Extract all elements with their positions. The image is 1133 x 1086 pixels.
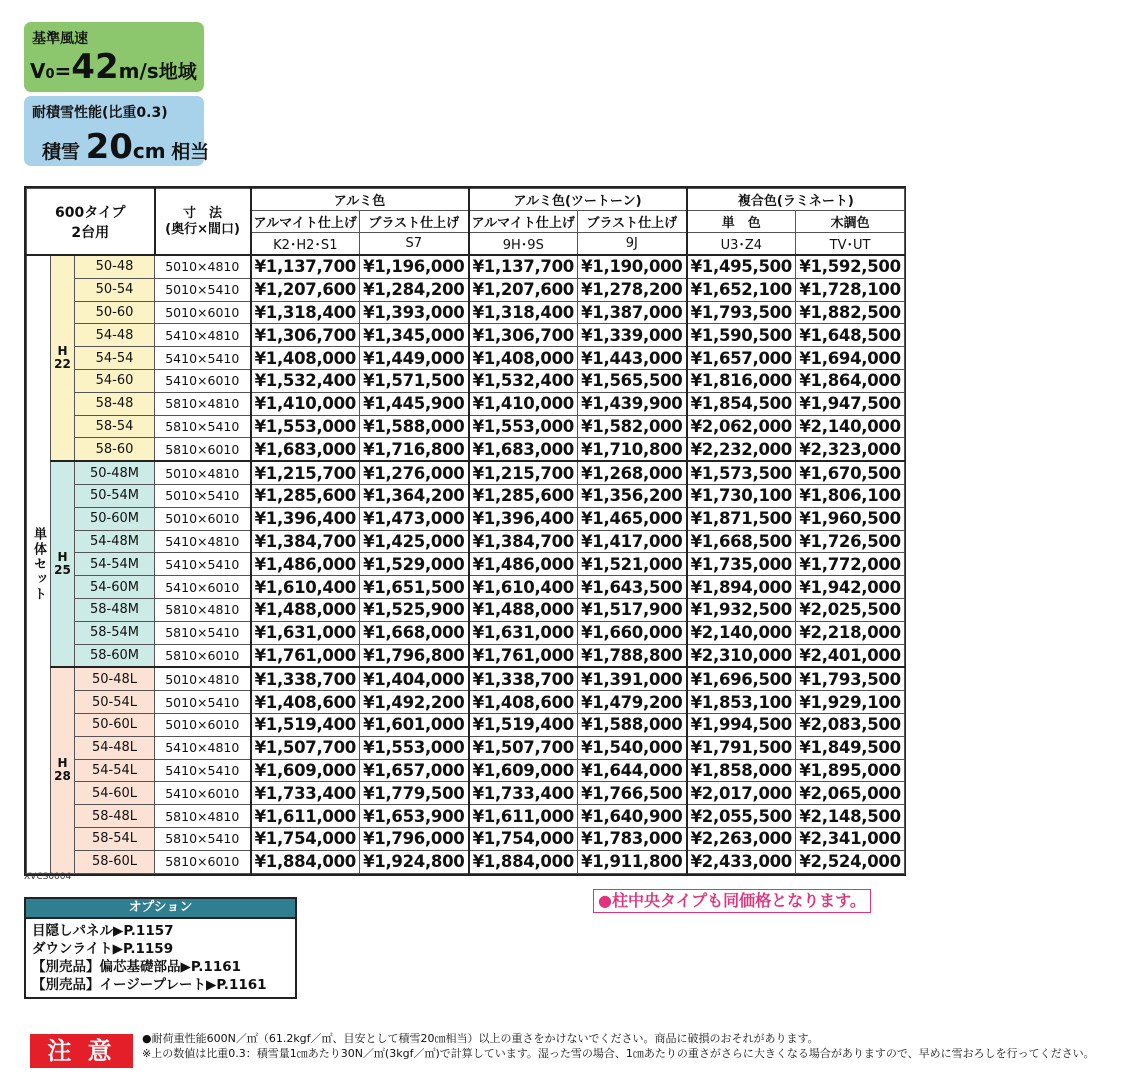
table-row: [27, 850, 905, 873]
price-cell: ¥1,443,000: [578, 347, 687, 370]
price-cell: ¥2,263,000: [687, 827, 796, 850]
finish-header: ブラスト仕上げ: [360, 211, 469, 233]
price-cell: ¥2,140,000: [796, 415, 905, 438]
price-cell: ¥1,207,600: [469, 278, 578, 301]
model-cell: 58-60L: [75, 850, 155, 873]
snow-badge-title: 耐積雪性能(比重0.3): [32, 105, 168, 121]
model-cell: 54-54M: [75, 553, 155, 576]
price-cell: ¥1,694,000: [796, 347, 905, 370]
dimension-cell: 5410×5410: [155, 347, 251, 370]
price-cell: ¥2,401,000: [796, 644, 905, 667]
model-cell: 50-54: [75, 278, 155, 301]
price-cell: ¥1,285,600: [469, 484, 578, 507]
dimension-cell: 5810×5410: [155, 415, 251, 438]
model-cell: 54-60L: [75, 782, 155, 805]
product-code: XVCS0004: [24, 872, 72, 882]
price-cell: ¥2,140,000: [687, 621, 796, 644]
dimension-cell: 5010×6010: [155, 713, 251, 736]
price-cell: ¥1,942,000: [796, 576, 905, 599]
price-cell: ¥1,387,000: [578, 301, 687, 324]
price-cell: ¥1,278,200: [578, 278, 687, 301]
table-row: [27, 278, 905, 301]
price-cell: ¥1,396,400: [469, 507, 578, 530]
price-cell: ¥1,590,500: [687, 324, 796, 347]
price-cell: ¥1,285,600: [251, 484, 360, 507]
price-cell: ¥1,696,500: [687, 667, 796, 690]
price-cell: ¥1,408,000: [251, 347, 360, 370]
price-cell: ¥1,610,400: [251, 576, 360, 599]
dimension-cell: 5810×6010: [155, 644, 251, 667]
price-cell: ¥1,517,900: [578, 598, 687, 621]
price-cell: ¥1,519,400: [469, 713, 578, 736]
price-cell: ¥2,310,000: [687, 644, 796, 667]
price-cell: ¥2,524,000: [796, 850, 905, 873]
price-cell: ¥1,339,000: [578, 324, 687, 347]
price-cell: ¥1,190,000: [578, 255, 687, 278]
price-cell: ¥1,651,500: [360, 576, 469, 599]
price-cell: ¥1,631,000: [251, 621, 360, 644]
table-corner-header: [27, 189, 155, 256]
price-cell: ¥2,025,500: [796, 598, 905, 621]
price-cell: ¥2,065,000: [796, 782, 905, 805]
price-cell: ¥2,218,000: [796, 621, 905, 644]
price-cell: ¥1,410,000: [469, 392, 578, 415]
price-cell: ¥1,573,500: [687, 461, 796, 484]
table-row: [27, 759, 905, 782]
dimension-header: [155, 189, 251, 256]
price-cell: ¥1,318,400: [251, 301, 360, 324]
price-cell: ¥1,507,700: [469, 736, 578, 759]
dimension-cell: 5410×4810: [155, 530, 251, 553]
price-cell: ¥1,710,800: [578, 438, 687, 461]
caution-line-1: ●耐荷重性能600N／㎡（61.2kgf／㎡、目安として積雪20㎝相当）以上の重さをかけないでください。商品に破損のおそれがあります。: [142, 1032, 819, 1045]
price-cell: ¥1,849,500: [796, 736, 905, 759]
price-cell: ¥1,894,000: [687, 576, 796, 599]
caution-line-2: ※上の数値は比重0.3：積雪量1㎝あたり30N／㎡(3kgf／㎡)で計算しています。湿った雪の場合、1㎝あたりの重さがさらに大きくなる場合がありますので、早めに雪おろしを行ってください。: [142, 1047, 1095, 1060]
price-cell: ¥1,884,000: [469, 850, 578, 873]
price-cell: ¥1,994,500: [687, 713, 796, 736]
price-cell: ¥1,733,400: [251, 782, 360, 805]
price-cell: ¥1,728,100: [796, 278, 905, 301]
price-cell: ¥2,017,000: [687, 782, 796, 805]
table-row: [27, 644, 905, 667]
price-cell: ¥1,640,900: [578, 805, 687, 828]
model-cell: 58-54: [75, 415, 155, 438]
price-cell: ¥1,396,400: [251, 507, 360, 530]
group-header-alumi: アルミ色: [251, 189, 469, 211]
price-cell: ¥1,338,700: [251, 667, 360, 690]
price-cell: ¥1,793,500: [687, 301, 796, 324]
table-row: [27, 255, 905, 278]
table-row: [27, 667, 905, 690]
finish-header: 木調色: [796, 211, 905, 233]
height-group-label: H 28: [51, 667, 75, 873]
price-cell: ¥1,730,100: [687, 484, 796, 507]
price-cell: ¥1,929,100: [796, 691, 905, 714]
price-cell: ¥1,495,500: [687, 255, 796, 278]
dimension-cell: 5810×6010: [155, 438, 251, 461]
price-cell: ¥1,668,000: [360, 621, 469, 644]
caution-text: [142, 1031, 1095, 1061]
snow-suffix: 相当: [171, 141, 210, 163]
price-cell: ¥1,871,500: [687, 507, 796, 530]
wind-suffix: 地域: [158, 61, 197, 83]
wind-speed-badge: [24, 22, 204, 92]
price-cell: ¥1,318,400: [469, 301, 578, 324]
same-price-note: ●柱中央タイプも同価格となります。: [593, 889, 871, 913]
price-cell: ¥1,683,000: [469, 438, 578, 461]
price-cell: ¥1,417,000: [578, 530, 687, 553]
price-cell: ¥1,924,800: [360, 850, 469, 873]
model-cell: 58-48: [75, 392, 155, 415]
group-header-laminate: 複合色(ラミネート): [687, 189, 905, 211]
price-cell: ¥1,854,500: [687, 392, 796, 415]
price-cell: ¥1,306,700: [251, 324, 360, 347]
color-code-header: TV･UT: [796, 233, 905, 256]
price-cell: ¥1,644,000: [578, 759, 687, 782]
price-cell: ¥1,779,500: [360, 782, 469, 805]
price-cell: ¥1,670,500: [796, 461, 905, 484]
model-cell: 58-48L: [75, 805, 155, 828]
dimension-cell: 5410×4810: [155, 324, 251, 347]
wind-badge-title: 基準風速: [32, 31, 88, 47]
snow-load-badge: [24, 96, 210, 167]
dimension-cell: 5010×6010: [155, 301, 251, 324]
model-cell: 50-48L: [75, 667, 155, 690]
price-cell: ¥1,529,000: [360, 553, 469, 576]
price-cell: ¥1,486,000: [469, 553, 578, 576]
dimension-cell: 5010×5410: [155, 691, 251, 714]
price-cell: ¥1,791,500: [687, 736, 796, 759]
price-cell: ¥1,858,000: [687, 759, 796, 782]
table-row: [27, 553, 905, 576]
price-cell: ¥1,932,500: [687, 598, 796, 621]
price-cell: ¥1,806,100: [796, 484, 905, 507]
price-cell: ¥1,754,000: [469, 827, 578, 850]
snow-badge-value-line: [42, 127, 210, 167]
wind-value: 42: [71, 47, 119, 87]
price-cell: ¥1,683,000: [251, 438, 360, 461]
price-cell: ¥1,601,000: [360, 713, 469, 736]
table-row: [27, 598, 905, 621]
price-cell: ¥1,657,000: [687, 347, 796, 370]
price-cell: ¥2,055,500: [687, 805, 796, 828]
price-cell: ¥1,525,900: [360, 598, 469, 621]
price-cell: ¥1,215,700: [251, 461, 360, 484]
model-cell: 54-60: [75, 369, 155, 392]
price-cell: ¥2,341,000: [796, 827, 905, 850]
price-cell: ¥1,588,000: [360, 415, 469, 438]
finish-header: ブラスト仕上げ: [578, 211, 687, 233]
price-cell: ¥1,611,000: [469, 805, 578, 828]
price-cell: ¥1,425,000: [360, 530, 469, 553]
price-cell: ¥1,609,000: [251, 759, 360, 782]
price-cell: ¥1,766,500: [578, 782, 687, 805]
finish-header: 単 色: [687, 211, 796, 233]
price-cell: ¥1,816,000: [687, 369, 796, 392]
dimension-cell: 5810×4810: [155, 805, 251, 828]
table-row: [27, 827, 905, 850]
price-cell: ¥1,853,100: [687, 691, 796, 714]
dimension-cell: 5010×5410: [155, 484, 251, 507]
model-cell: 54-54L: [75, 759, 155, 782]
price-table: [24, 186, 906, 876]
price-cell: ¥1,507,700: [251, 736, 360, 759]
table-row: [27, 507, 905, 530]
price-cell: ¥1,796,800: [360, 644, 469, 667]
price-cell: ¥1,716,800: [360, 438, 469, 461]
corner-line-2: 2台用: [71, 224, 110, 241]
model-cell: 50-60M: [75, 507, 155, 530]
price-cell: ¥1,772,000: [796, 553, 905, 576]
price-cell: ¥1,521,000: [578, 553, 687, 576]
price-cell: ¥1,609,000: [469, 759, 578, 782]
dimension-cell: 5810×5410: [155, 827, 251, 850]
model-cell: 50-60L: [75, 713, 155, 736]
dimension-cell: 5010×4810: [155, 255, 251, 278]
wind-unit: m/s: [118, 59, 159, 83]
price-cell: ¥1,137,700: [469, 255, 578, 278]
price-cell: ¥1,884,000: [251, 850, 360, 873]
price-cell: ¥1,306,700: [469, 324, 578, 347]
price-cell: ¥1,571,500: [360, 369, 469, 392]
price-cell: ¥1,284,200: [360, 278, 469, 301]
wind-sub: 0: [45, 67, 55, 82]
price-cell: ¥2,323,000: [796, 438, 905, 461]
corner-line-1: 600タイプ: [55, 204, 126, 221]
group-header-alumi-twotone: アルミ色(ツートーン): [469, 189, 687, 211]
snow-value: 20: [85, 127, 133, 167]
price-cell: ¥1,761,000: [469, 644, 578, 667]
table-row: [27, 576, 905, 599]
color-code-header: S7: [360, 233, 469, 256]
price-cell: ¥1,947,500: [796, 392, 905, 415]
price-cell: ¥1,793,500: [796, 667, 905, 690]
price-cell: ¥1,408,000: [469, 347, 578, 370]
model-cell: 58-54M: [75, 621, 155, 644]
table-row: [27, 484, 905, 507]
height-group-label: H 25: [51, 461, 75, 667]
price-cell: ¥1,783,000: [578, 827, 687, 850]
finish-header: アルマイト仕上げ: [469, 211, 578, 233]
price-cell: ¥1,449,000: [360, 347, 469, 370]
price-cell: ¥1,643,500: [578, 576, 687, 599]
price-cell: ¥2,433,000: [687, 850, 796, 873]
dimension-cell: 5410×6010: [155, 369, 251, 392]
price-cell: ¥1,532,400: [469, 369, 578, 392]
table-row: [27, 347, 905, 370]
price-cell: ¥1,960,500: [796, 507, 905, 530]
table-row: [27, 782, 905, 805]
snow-prefix: 積雪: [42, 141, 81, 163]
price-cell: ¥1,864,000: [796, 369, 905, 392]
dim-header-line-2: (奥行×間口): [165, 221, 240, 237]
price-cell: ¥1,196,000: [360, 255, 469, 278]
price-cell: ¥1,611,000: [251, 805, 360, 828]
model-cell: 50-48M: [75, 461, 155, 484]
price-cell: ¥1,408,600: [251, 691, 360, 714]
price-cell: ¥1,882,500: [796, 301, 905, 324]
dimension-cell: 5810×5410: [155, 621, 251, 644]
model-cell: 54-54: [75, 347, 155, 370]
model-cell: 50-54M: [75, 484, 155, 507]
table-row: [27, 691, 905, 714]
table-row: [27, 415, 905, 438]
model-cell: 54-48L: [75, 736, 155, 759]
caution-label: 注 意: [30, 1034, 133, 1068]
table-row: [27, 461, 905, 484]
dimension-cell: 5410×6010: [155, 576, 251, 599]
table-row: [27, 324, 905, 347]
price-cell: ¥1,668,500: [687, 530, 796, 553]
price-cell: ¥1,445,900: [360, 392, 469, 415]
price-cell: ¥1,761,000: [251, 644, 360, 667]
model-cell: 50-48: [75, 255, 155, 278]
price-cell: ¥1,276,000: [360, 461, 469, 484]
wind-eq: =: [54, 59, 72, 83]
options-title: オプション: [26, 899, 295, 919]
price-cell: ¥1,733,400: [469, 782, 578, 805]
price-cell: ¥2,148,500: [796, 805, 905, 828]
option-item-downlight[interactable]: ダウンライト▶P.1159: [32, 941, 174, 957]
model-cell: 54-48: [75, 324, 155, 347]
side-label: 単体セット: [27, 255, 51, 873]
dimension-cell: 5810×4810: [155, 598, 251, 621]
price-cell: ¥1,410,000: [251, 392, 360, 415]
price-cell: ¥1,540,000: [578, 736, 687, 759]
wind-badge-value-line: [30, 47, 197, 87]
table-row: [27, 736, 905, 759]
price-cell: ¥1,610,400: [469, 576, 578, 599]
price-cell: ¥1,796,000: [360, 827, 469, 850]
dimension-cell: 5810×6010: [155, 850, 251, 873]
price-cell: ¥1,565,500: [578, 369, 687, 392]
table-row: [27, 369, 905, 392]
price-cell: ¥1,207,600: [251, 278, 360, 301]
price-cell: ¥1,631,000: [469, 621, 578, 644]
price-cell: ¥1,439,900: [578, 392, 687, 415]
price-cell: ¥1,582,000: [578, 415, 687, 438]
table-row: [27, 438, 905, 461]
price-cell: ¥1,726,500: [796, 530, 905, 553]
price-cell: ¥1,364,200: [360, 484, 469, 507]
finish-header: アルマイト仕上げ: [251, 211, 360, 233]
price-cell: ¥1,553,000: [360, 736, 469, 759]
dimension-cell: 5010×4810: [155, 461, 251, 484]
price-cell: ¥1,519,400: [251, 713, 360, 736]
price-cell: ¥1,553,000: [469, 415, 578, 438]
price-cell: ¥1,492,200: [360, 691, 469, 714]
price-cell: ¥1,393,000: [360, 301, 469, 324]
table-row: [27, 713, 905, 736]
price-cell: ¥2,062,000: [687, 415, 796, 438]
wind-prefix: V: [30, 59, 46, 83]
price-cell: ¥2,232,000: [687, 438, 796, 461]
price-cell: ¥1,486,000: [251, 553, 360, 576]
price-cell: ¥1,465,000: [578, 507, 687, 530]
color-code-header: 9H･9S: [469, 233, 578, 256]
price-cell: ¥1,473,000: [360, 507, 469, 530]
price-cell: ¥1,657,000: [360, 759, 469, 782]
price-cell: ¥1,384,700: [251, 530, 360, 553]
option-item-foundation[interactable]: 【別売品】偏芯基礎部品▶P.1161: [32, 959, 241, 975]
model-cell: 54-60M: [75, 576, 155, 599]
price-cell: ¥1,592,500: [796, 255, 905, 278]
price-cell: ¥1,391,000: [578, 667, 687, 690]
model-cell: 54-48M: [75, 530, 155, 553]
dimension-cell: 5410×5410: [155, 759, 251, 782]
price-cell: ¥1,488,000: [469, 598, 578, 621]
model-cell: 58-54L: [75, 827, 155, 850]
color-code-header: K2･H2･S1: [251, 233, 360, 256]
color-code-header: 9J: [578, 233, 687, 256]
price-cell: ¥1,408,600: [469, 691, 578, 714]
price-cell: ¥1,345,000: [360, 324, 469, 347]
dimension-cell: 5410×6010: [155, 782, 251, 805]
price-cell: ¥1,553,000: [251, 415, 360, 438]
price-cell: ¥1,911,800: [578, 850, 687, 873]
price-cell: ¥1,488,000: [251, 598, 360, 621]
price-cell: ¥1,479,200: [578, 691, 687, 714]
price-cell: ¥1,215,700: [469, 461, 578, 484]
option-item-panel[interactable]: 目隠しパネル▶P.1157: [32, 923, 174, 939]
price-cell: ¥1,754,000: [251, 827, 360, 850]
dim-header-line-1: 寸 法: [183, 205, 223, 221]
price-cell: ¥1,648,500: [796, 324, 905, 347]
price-cell: ¥1,268,000: [578, 461, 687, 484]
table-row: [27, 621, 905, 644]
model-cell: 58-48M: [75, 598, 155, 621]
options-box: [24, 897, 297, 999]
table-row: [27, 805, 905, 828]
price-cell: ¥1,356,200: [578, 484, 687, 507]
model-cell: 50-60: [75, 301, 155, 324]
color-code-header: U3･Z4: [687, 233, 796, 256]
dimension-cell: 5410×4810: [155, 736, 251, 759]
price-cell: ¥1,653,900: [360, 805, 469, 828]
price-cell: ¥1,338,700: [469, 667, 578, 690]
price-table-body: [27, 255, 905, 873]
price-cell: ¥1,384,700: [469, 530, 578, 553]
table-row: [27, 530, 905, 553]
price-cell: ¥1,895,000: [796, 759, 905, 782]
table-row: [27, 392, 905, 415]
snow-unit: cm: [132, 139, 166, 163]
price-cell: ¥1,735,000: [687, 553, 796, 576]
price-cell: ¥1,788,800: [578, 644, 687, 667]
dimension-cell: 5410×5410: [155, 553, 251, 576]
model-cell: 50-54L: [75, 691, 155, 714]
table-row: [27, 301, 905, 324]
price-cell: ¥1,404,000: [360, 667, 469, 690]
dimension-cell: 5010×5410: [155, 278, 251, 301]
price-cell: ¥1,652,100: [687, 278, 796, 301]
height-group-label: H 22: [51, 255, 75, 461]
dimension-cell: 5010×4810: [155, 667, 251, 690]
price-cell: ¥1,588,000: [578, 713, 687, 736]
dimension-cell: 5010×6010: [155, 507, 251, 530]
dimension-cell: 5810×4810: [155, 392, 251, 415]
price-cell: ¥1,660,000: [578, 621, 687, 644]
price-cell: ¥1,137,700: [251, 255, 360, 278]
model-cell: 58-60: [75, 438, 155, 461]
price-cell: ¥2,083,500: [796, 713, 905, 736]
model-cell: 58-60M: [75, 644, 155, 667]
option-item-easy-plate[interactable]: 【別売品】イージープレート▶P.1161: [32, 977, 267, 993]
price-cell: ¥1,532,400: [251, 369, 360, 392]
